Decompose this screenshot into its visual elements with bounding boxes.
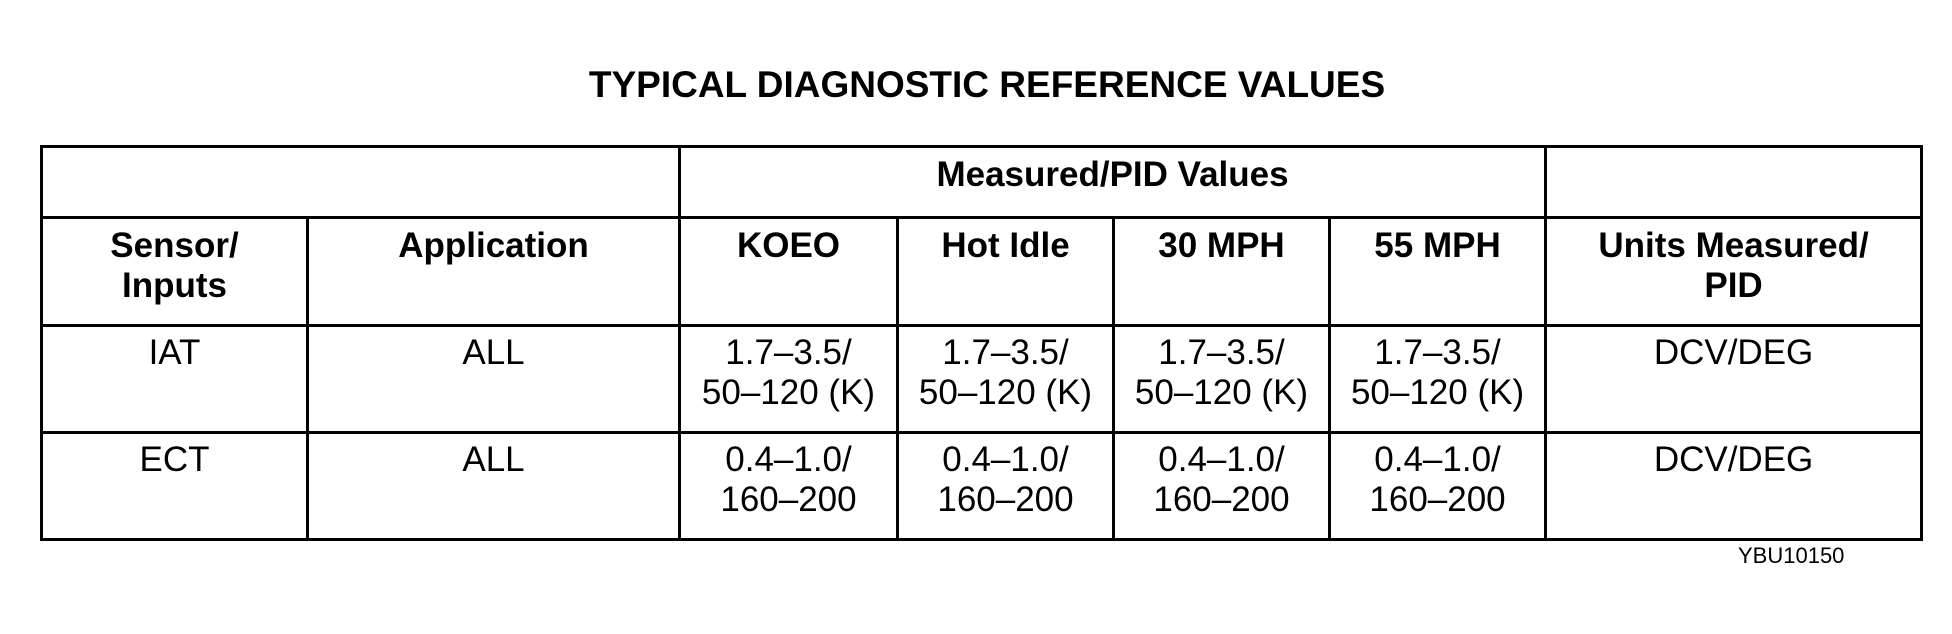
units-cell: DCV/DEG	[1546, 433, 1922, 540]
column-header-hot-idle: Hot Idle	[898, 218, 1114, 326]
30-mph-value-cell: 1.7–3.5/ 50–120 (K)	[1114, 326, 1330, 433]
sensor-cell: IAT	[42, 326, 308, 433]
empty-header-cell	[1546, 147, 1922, 218]
koeo-value-cell: 1.7–3.5/ 50–120 (K)	[680, 326, 898, 433]
hot-idle-value-cell: 1.7–3.5/ 50–120 (K)	[898, 326, 1114, 433]
application-cell: ALL	[308, 433, 680, 540]
column-header-application: Application	[308, 218, 680, 326]
units-cell: DCV/DEG	[1546, 326, 1922, 433]
application-cell: ALL	[308, 326, 680, 433]
55-mph-value-cell: 0.4–1.0/ 160–200	[1330, 433, 1546, 540]
group-header-measured-pid: Measured/PID Values	[680, 147, 1546, 218]
column-header-30-mph: 30 MPH	[1114, 218, 1330, 326]
column-header-units: Units Measured/ PID	[1546, 218, 1922, 326]
page-title: TYPICAL DIAGNOSTIC REFERENCE VALUES	[588, 64, 1386, 105]
sensor-cell: ECT	[42, 433, 308, 540]
hot-idle-value-cell: 0.4–1.0/ 160–200	[898, 433, 1114, 540]
table-row-iat	[42, 326, 1922, 433]
30-mph-value-cell: 0.4–1.0/ 160–200	[1114, 433, 1330, 540]
column-header-sensor: Sensor/ Inputs	[42, 218, 308, 326]
figure-reference-code: YBU10150	[1738, 543, 1845, 568]
table-row-ect	[42, 433, 1922, 540]
koeo-value-cell: 0.4–1.0/ 160–200	[680, 433, 898, 540]
column-header-koeo: KOEO	[680, 218, 898, 326]
column-header-55-mph: 55 MPH	[1330, 218, 1546, 326]
reference-values-table	[40, 145, 1923, 541]
empty-header-cell	[42, 147, 680, 218]
55-mph-value-cell: 1.7–3.5/ 50–120 (K)	[1330, 326, 1546, 433]
column-header-row	[42, 218, 1922, 326]
group-header-row	[42, 147, 1922, 218]
